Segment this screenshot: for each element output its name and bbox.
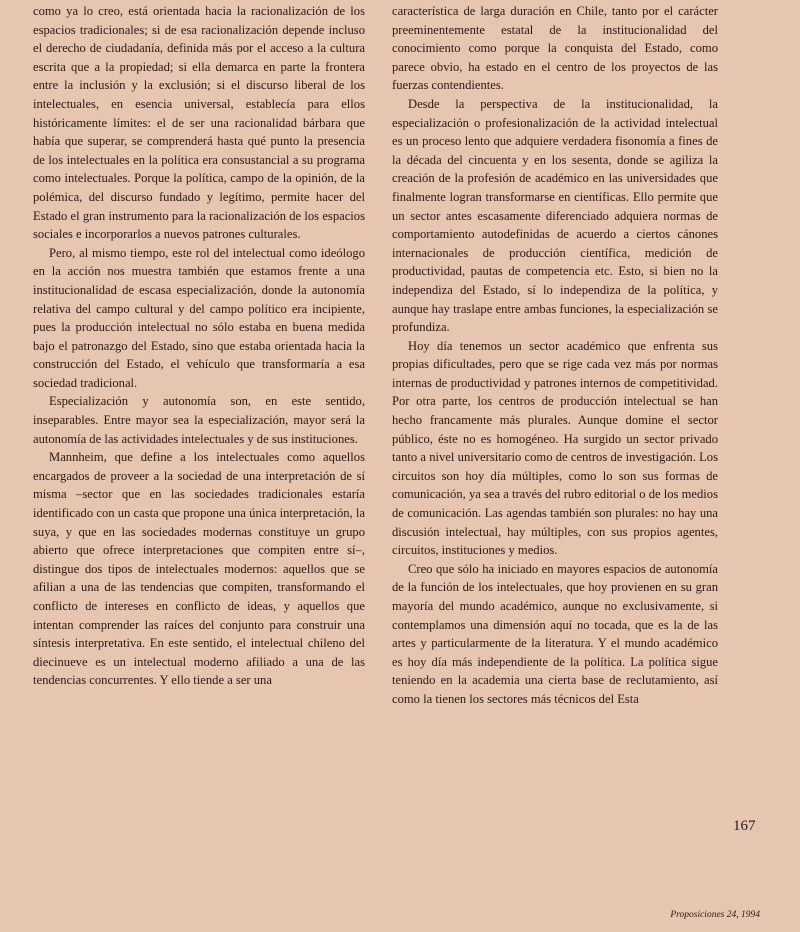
paragraph: Creo que sólo ha iniciado en mayores espacios de autonomía de la función de los intelectuales, que hoy provienen en su gran mayoría del mundo académico, aunque no exclusivamente, si contemplamos una dimensión aquí no tocada, que es la de las artes y particularmente de la literatura. Y el mundo académico es hoy día más independiente de la política. La política sigue teniendo en la academia una cierta base de reclutamiento, así como la tienen los sectores más técnicos del Esta — [392, 561, 718, 706]
paragraph: Mannheim, que define a los intelectuales como aquellos encargados de proveer a la sociedad de una interpretación de sí misma –sector que en las sociedades tradicionales estaría identificado con un casta que propone una única interpretación, la suya, y que en las sociedades modernas constituye un grupo abierto que ofrece interpretaciones que compiten entre sí–, distingue dos tipos de intelectuales modernos: aquellos que se afilian a una de las tendencias que compiten, transformando el conflicto de intereses en conflicto de ideas, y aquellos que intentan comprender las raíces del conjunto para construir una síntesis interpretativa. En este sentido, el intelectual chileno del diecinueve es un intelectual moderno afiliado a una de las tendencias concurrentes. Y ello tiende a ser una — [33, 450, 365, 688]
paragraph: Desde la perspectiva de la institucionalidad, la especialización o profesionalización de la actividad intelectual es un proceso lento que adquiere verdadera fisonomía a fines de la década del cincuenta y en los sesenta, donde se agiliza la creación de la profesión de académico en las universidades que finalmente logran transformarse en científicas. Ello permite que un sector antes escasamente diferenciado adquiera normas de comportamiento autodefinidas de acuerdo a ciertos cánones internacionales de producción científica, medición de productividad, pautas de competencia etc. Esto, si bien no la independiza del Estado, sí lo independiza de la política, y aunque hay traslape entre ambas funciones, la especialización se profundiza. — [392, 96, 718, 335]
paragraph: Pero, al mismo tiempo, este rol del intelectual como ideólogo en la acción nos muestra también que estamos frente a una institucionalidad de escasa especialización, donde la autonomía relativa del campo cultural y del campo político era incipiente, pues la producción intelectual no sólo estaba en buena medida bajo el patronazgo del Estado, sino que estaba orientada hacia la construcción del Estado, el vehículo que transformaría a esa sociedad tradicional. — [33, 245, 365, 390]
page-number: 167 — [733, 818, 756, 834]
left-column — [33, 2, 365, 690]
paragraph: característica de larga duración en Chile, tanto por el carácter preeminentemente estatal de la institucionalidad del conocimiento como porque la conquista del Estado, como parece obvio, ha estado en el centro de los proyectos de las fuerzas contendientes. — [392, 4, 718, 93]
paragraph: como ya lo creo, está orientada hacia la racionalización de los espacios tradicionales; si de esa racionalización depende incluso el derecho de ciudadanía, definida más por el acceso a la cultura escrita que a la propiedad; si ella demarca en parte la frontera entre la inclusión y la exclusión; si el discurso liberal de los intelectuales, en esencia universal, establecía para ellos históricamente límites: el de ser una racionalidad bárbara que había que superar, se comprenderá hasta qué punto la presencia de los intelectuales en la política era consustancial a su programa como intelectuales. Porque la política, campo de la opinión, de la polémica, del discurso fundado y legítimo, permite hacer del Estado el gran instrumento para la racionalización de los espacios sociales e incorporarlos a nuevos patrones culturales. — [33, 4, 365, 242]
paragraph: Hoy día tenemos un sector académico que enfrenta sus propias dificultades, pero que se rige cada vez más por normas internas de productividad y patrones internos de competitividad. Por otra parte, los centros de producción intelectual se han hecho francamente más plurales. Aunque domine el sector público, éste no es homogéneo. Ha surgido un sector privado tanto a nivel universitario como de centros de investigación. Los circuitos son hoy día múltiples, como lo son sus formas de comunicación, ya sea a través del rubro editorial o de los medios de comunicación. Las agendas también son plurales: no hay una discusión intelectual, hay múltiples, con sus propios agentes, circuitos, instituciones y medios. — [392, 338, 718, 558]
paragraph: Especialización y autonomía son, en este sentido, inseparables. Entre mayor sea la especialización, mayor será la autonomía de las actividades intelectuales y de sus instituciones. — [33, 394, 365, 446]
footer-citation: Proposiciones 24, 1994 — [670, 910, 760, 920]
right-column — [392, 2, 718, 709]
